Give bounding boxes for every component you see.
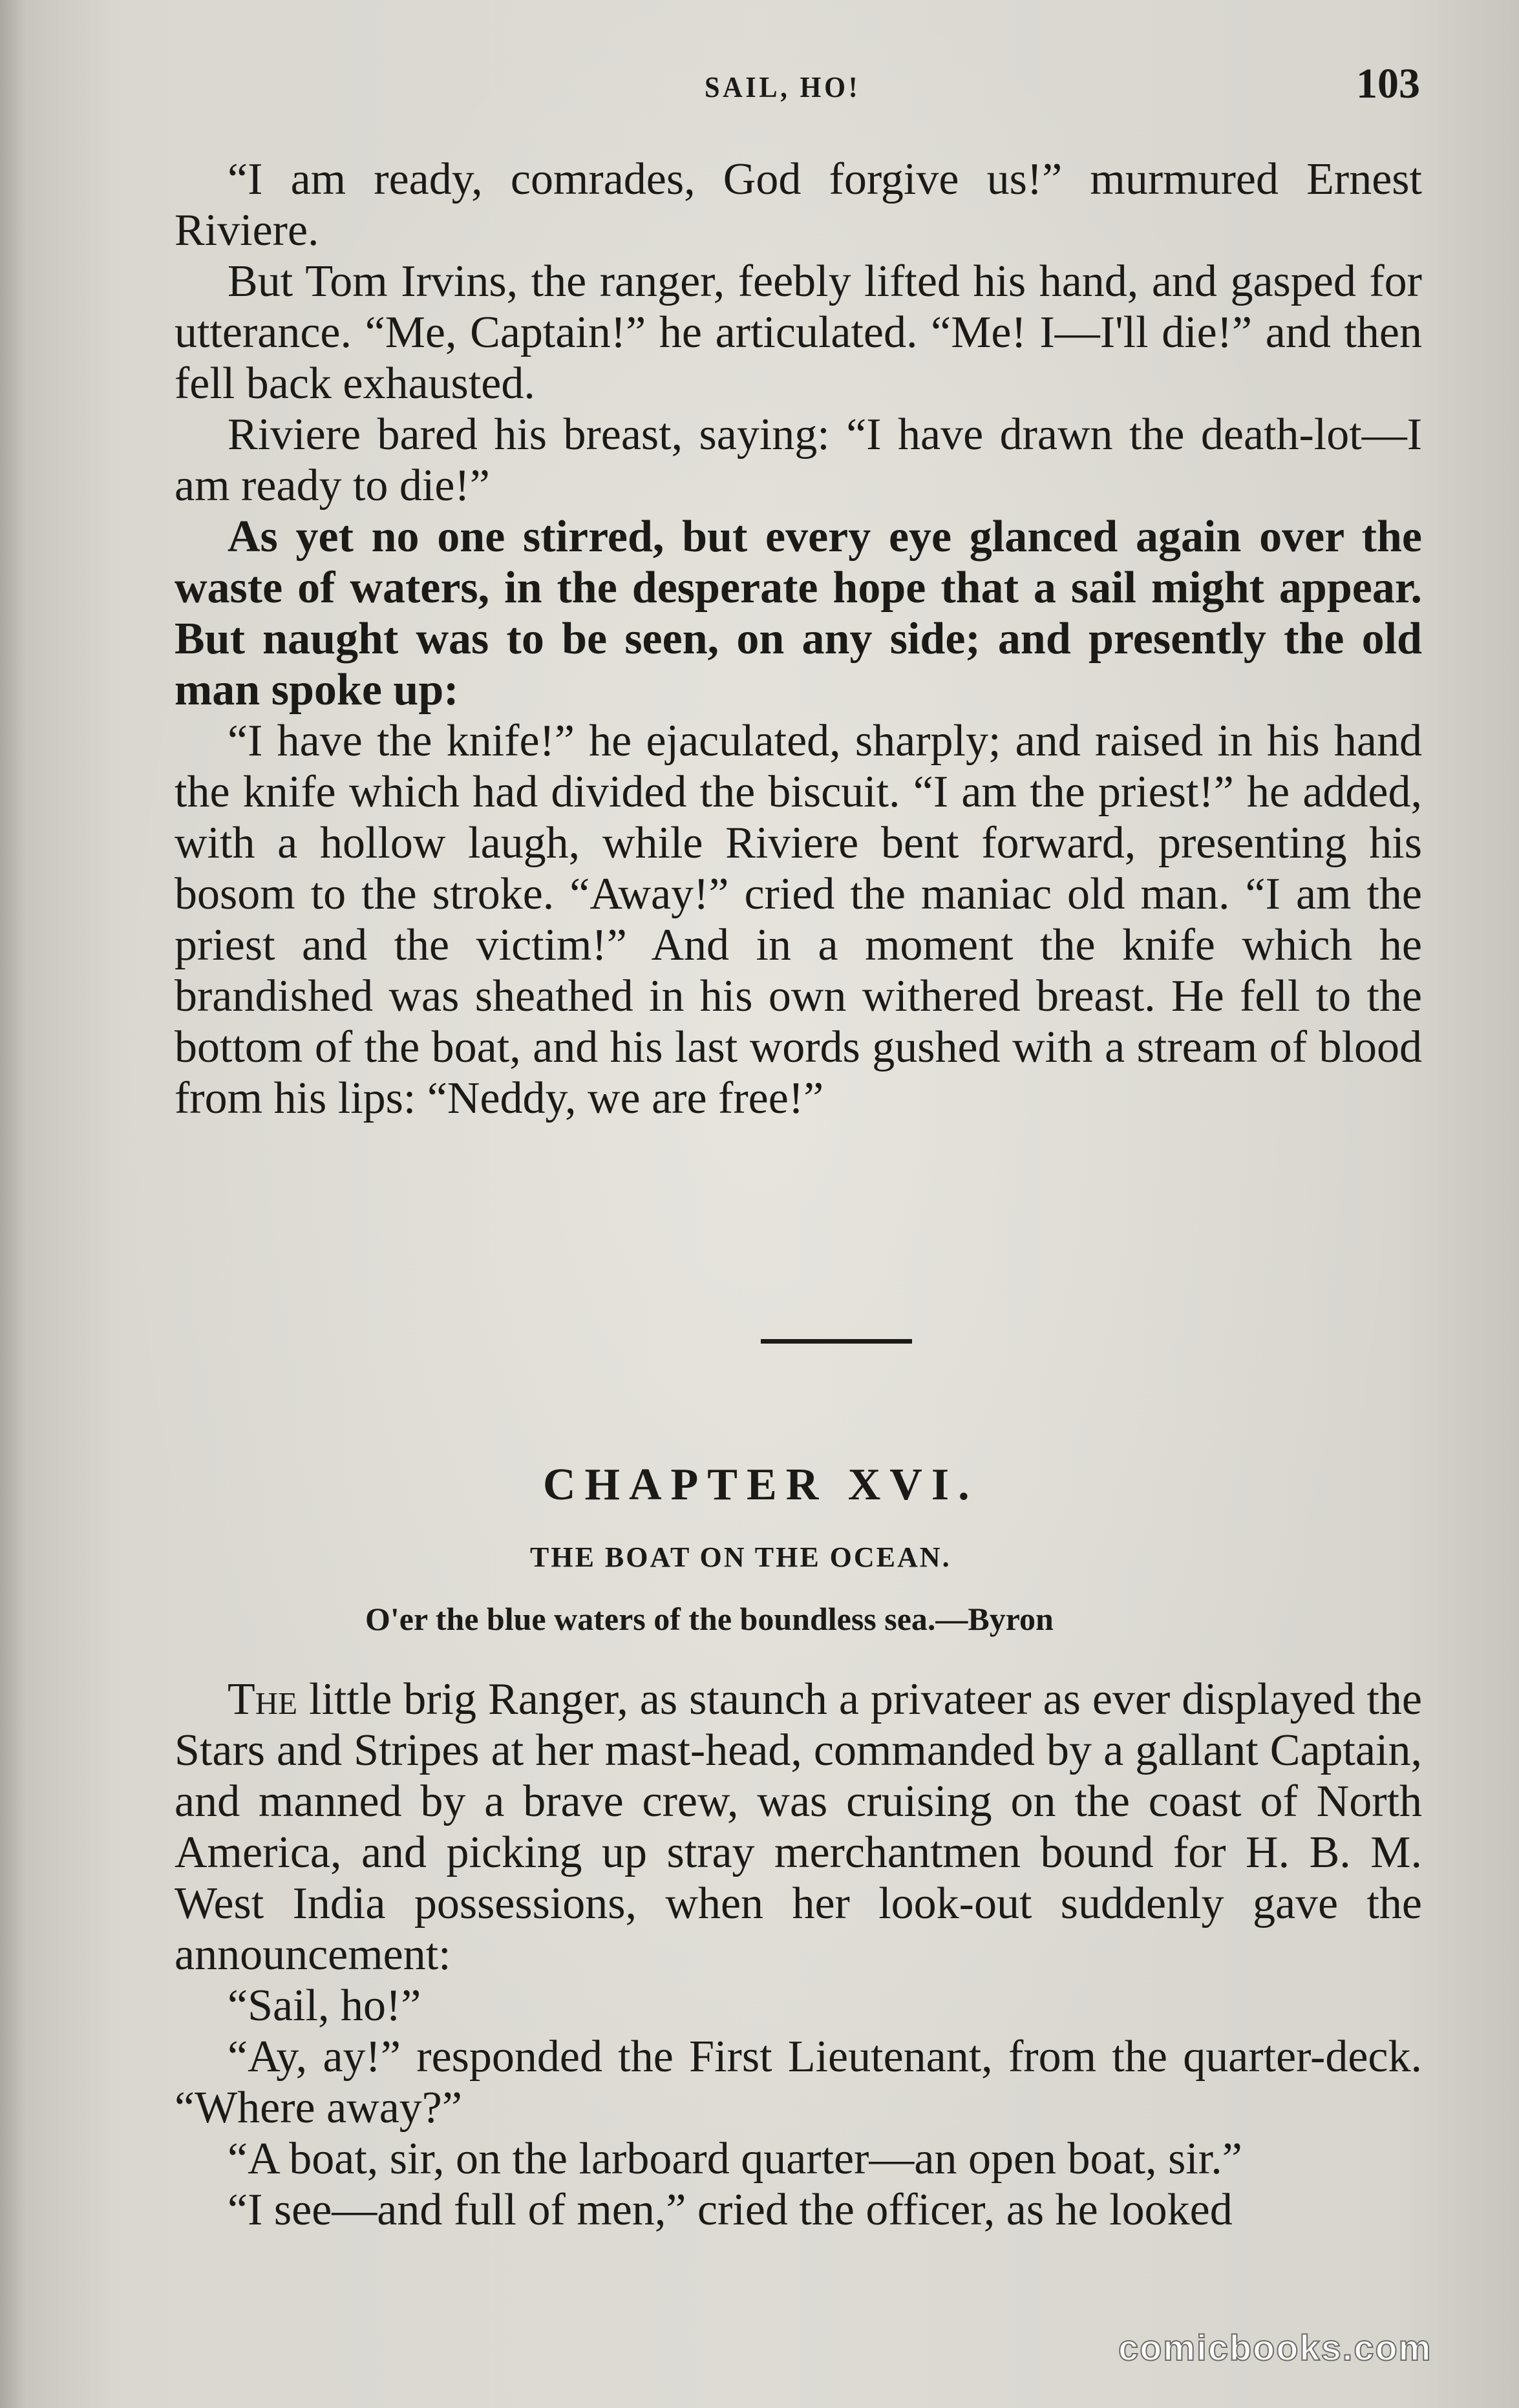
- paragraph: “I see—and full of men,” cried the officer, as he looked: [228, 2185, 1233, 2235]
- section-divider-rule: [761, 1339, 912, 1344]
- paragraph: Riviere bared his breast, saying: “I have drawn the death-lot—I am ready to die!”: [175, 410, 1422, 511]
- paragraph: “I am ready, comrades, God forgive us!” murmured Ernest Riviere.: [175, 154, 1422, 255]
- paragraph: “A boat, sir, on the larboard quarter—an open boat, sir.”: [228, 2134, 1242, 2184]
- page-number: 103: [1356, 60, 1420, 107]
- chapter-xv-ending-text: [175, 154, 1422, 1124]
- paragraph: “Sail, ho!”: [228, 1981, 421, 2031]
- chapter-epigraph: O'er the blue waters of the boundless sea.—Byron: [365, 1601, 1054, 1637]
- paragraph: But Tom Irvins, the ranger, feebly lifted his hand, and gasped for utterance. “Me, Captain!” he articulated. “Me! I—I'll die!” and then fell back exhausted.: [175, 257, 1422, 408]
- chapter-xvi-opening-text: [175, 1674, 1422, 2235]
- paragraph: “I have the knife!” he ejaculated, sharply; and raised in his hand the knife which had divided the biscuit. “I am the priest!” he added, with a hollow laugh, while Riviere bent forward, presenting his bosom to the stroke. “Away!” cried the maniac old man. “I am the priest and the victim!” And in a moment the knife which he brandished was sheathed in his own withered breast. He fell to the bottom of the boat, and his last words gushed with a stream of blood from his lips: “Neddy, we are free!”: [175, 716, 1422, 1123]
- running-head: SAIL, HO!: [705, 70, 861, 103]
- paragraph: As yet no one stirred, but every eye glanced again over the waste of waters, in the desperate hope that a sail might appear. But naught was to be seen, on any side; and presently the old man spoke up:: [175, 512, 1422, 715]
- paragraph: “Ay, ay!” responded the First Lieutenant, from the quarter-deck. “Where away?”: [175, 2032, 1422, 2133]
- paragraph: [175, 1674, 1422, 1980]
- site-watermark: comicbooks.com: [1118, 2327, 1432, 2368]
- paragraph-text: little brig Ranger, as staunch a privateer as ever displayed the Stars and Stripes at her mast-head, commanded by a gallant Captain, and manned by a brave crew, was cruising on the coast of North America, and picking up stray merchantmen bound for H. B. M. West India possessions, when her look-out suddenly gave the announcement:: [175, 1674, 1422, 1980]
- page-edge-shadow: [0, 0, 26, 2408]
- chapter-title: THE BOAT ON THE OCEAN.: [530, 1541, 951, 1573]
- chapter-heading: CHAPTER XVI.: [543, 1460, 979, 1510]
- drop-word: The: [228, 1674, 298, 1724]
